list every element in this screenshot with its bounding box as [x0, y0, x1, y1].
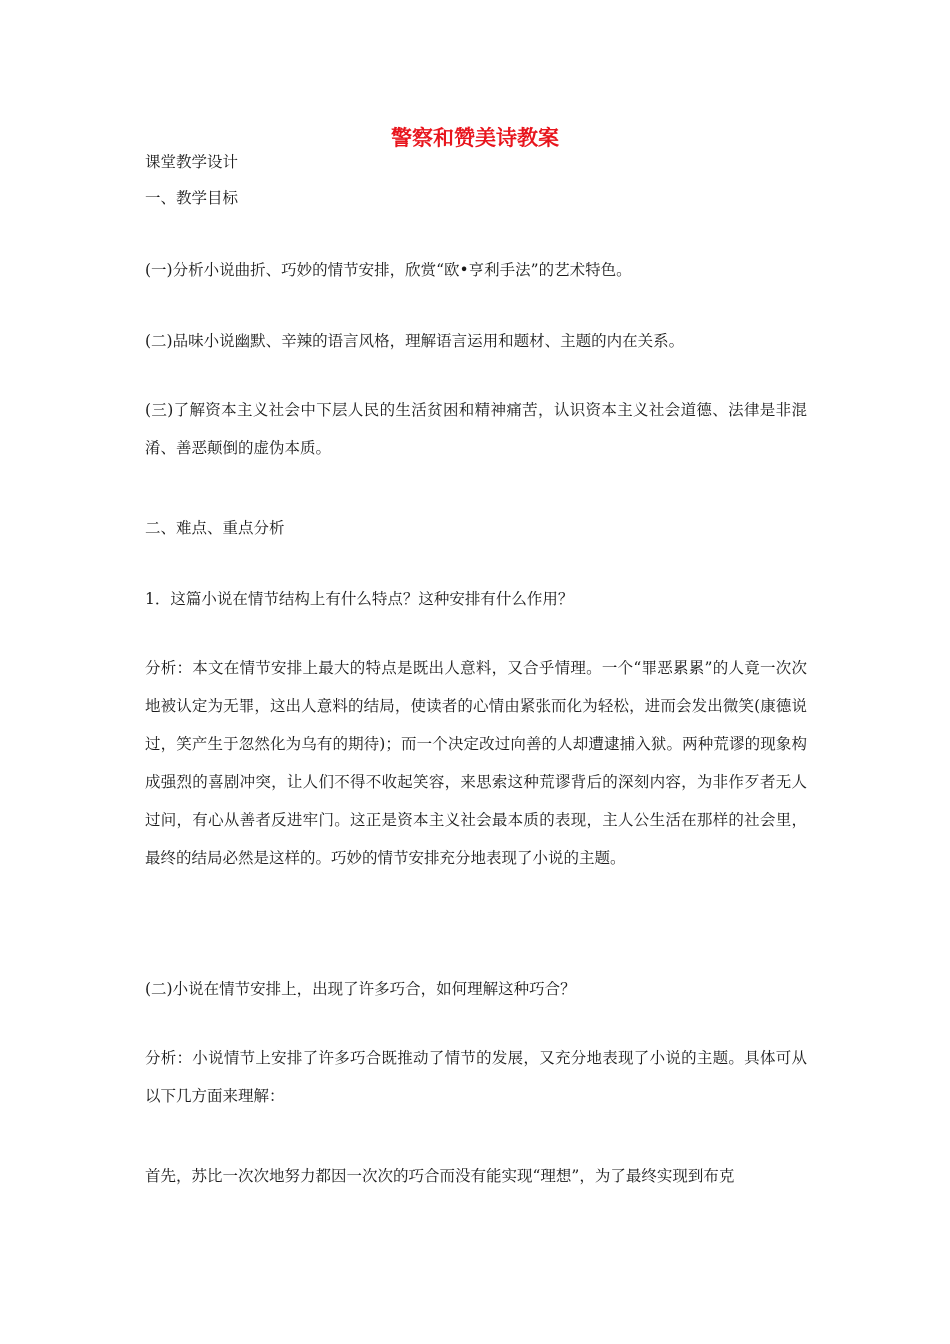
analysis-paragraph-1: 分析：本文在情节安排上最大的特点是既出人意料，又合乎情理。一个“罪恶累累”的人竟一次次地被认定为无罪，这出人意料的结局，使读者的心情由紧张而化为轻松，进而会发出微笑(康德说过，笑产生于忽然化为乌有的期待)；而一个决定改过向善的人却遭逮捕入狱。两种荒谬的现象构成强烈的喜剧冲突，让人们不得不收起笑容，来思索这种荒谬背后的深刻内容，为非作歹者无人过问，有心从善者反进牢门。这正是资本主义社会最本质的表现，主人公生活在那样的社会里，最终的结局必然是这样的。巧妙的情节安排充分地表现了小说的主题。	[145, 659, 807, 867]
goal-item-3: (三)了解资本主义社会中下层人民的生活贫困和精神痛苦，认识资本主义社会道德、法律是非混淆、善恶颠倒的虚伪本质。	[145, 401, 807, 457]
analysis-paragraph-2: 分析：小说情节上安排了许多巧合既推动了情节的发展，又充分地表现了小说的主题。具体可从以下几方面来理解：	[145, 1049, 807, 1105]
section-heading-goals: 一、教学目标	[145, 189, 239, 207]
goal-item-1: (一)分析小说曲折、巧妙的情节安排，欣赏“欧•亨利手法”的艺术特色。	[145, 261, 632, 279]
goal-item-2: (二)品味小说幽默、辛辣的语言风格，理解语言运用和题材、主题的内在关系。	[145, 332, 685, 350]
section-heading-analysis: 二、难点、重点分析	[145, 519, 285, 537]
subtitle: 课堂教学设计	[145, 153, 239, 171]
document-title: 警察和赞美诗教案	[391, 126, 559, 150]
question-2: (二)小说在情节安排上，出现了许多巧合，如何理解这种巧合？	[145, 980, 576, 998]
question-1: 1．这篇小说在情节结构上有什么特点？这种安排有什么作用？	[145, 590, 574, 608]
paragraph-first: 首先，苏比一次次地努力都因一次次的巧合而没有能实现“理想”，为了最终实现到布克	[145, 1167, 735, 1185]
